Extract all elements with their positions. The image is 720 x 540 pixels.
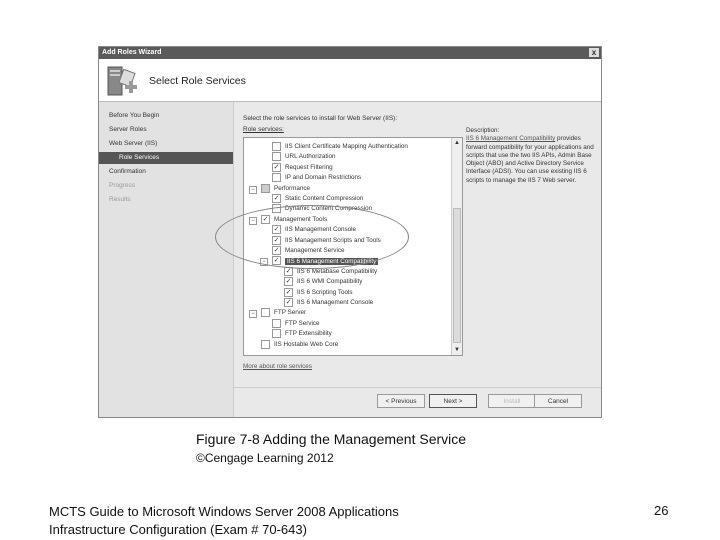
tree-item-label: IIS 6 Metabase Compatibility <box>297 267 378 275</box>
previous-button[interactable]: < Previous <box>377 394 425 408</box>
divider <box>233 387 601 388</box>
checkbox[interactable] <box>261 184 270 193</box>
slide-footer <box>49 503 399 539</box>
checkbox[interactable]: ✓ <box>273 195 280 202</box>
step-confirmation[interactable]: Confirmation <box>109 168 146 175</box>
tree-item[interactable] <box>272 152 336 162</box>
description-link[interactable]: IIS 6 Management Compatibility <box>466 135 556 143</box>
tree-item[interactable] <box>261 340 338 350</box>
tree-item-label: IIS Client Certificate Mapping Authentication <box>285 143 408 151</box>
tree-item-label: IIS 6 Scripting Tools <box>297 288 353 296</box>
tree-item-label: IIS 6 Management Console <box>297 299 374 307</box>
server-roles-icon <box>105 65 139 97</box>
checkbox[interactable]: ✓ <box>285 267 292 275</box>
footer-line-2: Infrastructure Configuration (Exam # 70-643) <box>49 522 307 537</box>
close-button[interactable]: x <box>589 48 599 57</box>
tree-item-label: IIS 6 Management Compatibility <box>287 257 377 265</box>
checkbox[interactable]: ✓ <box>285 288 292 296</box>
checkbox[interactable]: ✓ <box>285 278 292 286</box>
vertical-scrollbar[interactable] <box>451 138 462 355</box>
checkbox[interactable]: ✓ <box>273 226 280 234</box>
tree-item-label: FTP Service <box>285 319 320 327</box>
tree-item[interactable] <box>272 319 320 329</box>
tree-item-label: Management Tools <box>274 215 328 223</box>
step-before-you-begin[interactable]: Before You Begin <box>109 112 160 119</box>
collapse-icon[interactable]: − <box>249 310 257 318</box>
tree-item[interactable] <box>272 329 332 339</box>
step-results: Results <box>109 196 131 203</box>
tree-item-label: FTP Extensibility <box>285 330 332 338</box>
scroll-down-icon[interactable]: ▼ <box>454 347 460 353</box>
checkbox[interactable]: ✓ <box>273 257 280 265</box>
next-button[interactable]: Next > <box>429 394 477 408</box>
tree-item[interactable] <box>251 308 307 318</box>
step-web-server[interactable]: Web Server (IIS) <box>109 140 158 147</box>
checkbox[interactable]: ✓ <box>273 247 280 254</box>
role-services-label: Role services: <box>243 126 284 133</box>
tree-item[interactable] <box>272 163 333 173</box>
figure-caption: Figure 7-8 Adding the Management Service <box>196 431 467 447</box>
wizard-steps <box>99 102 234 417</box>
description-text: provides forward compatibility for your applications and scripts that use the two IIS APIs, Admin Base Object (ABO) and Active Directory Service Interface (ADSI). You can use existing IIS 6 scripts to manage the IIS 7 Web server. <box>466 135 594 184</box>
tree-item-label: IIS 6 WMI Compatibility <box>297 278 363 286</box>
dialog-title: Add Roles Wizard <box>102 49 162 56</box>
install-button: Install <box>488 394 536 408</box>
checkbox[interactable]: ✓ <box>273 163 280 171</box>
tree-item-label: URL Authorization <box>285 153 336 161</box>
tree-item-label: Management Service <box>285 247 345 255</box>
tree-item[interactable] <box>284 277 362 287</box>
tree-item[interactable] <box>251 184 311 194</box>
tree-item-label: FTP Server <box>274 309 307 317</box>
description-heading: Description: <box>466 127 500 134</box>
tree-item-label: IP and Domain Restrictions <box>285 174 362 182</box>
scroll-up-icon[interactable]: ▲ <box>454 140 460 146</box>
description-panel <box>466 127 596 185</box>
tree-item[interactable] <box>272 173 361 183</box>
cancel-button[interactable]: Cancel <box>534 394 582 408</box>
collapse-icon[interactable]: − <box>249 186 257 194</box>
wizard-header <box>99 59 601 102</box>
checkbox[interactable] <box>272 319 281 328</box>
checkbox[interactable] <box>261 340 270 349</box>
step-role-services[interactable]: Role Services <box>99 152 233 164</box>
highlight-ellipse <box>215 205 409 269</box>
copyright: ©Cengage Learning 2012 <box>196 451 334 465</box>
page-heading: Select Role Services <box>149 75 246 87</box>
checkbox[interactable]: ✓ <box>262 215 269 223</box>
footer-line-1: MCTS Guide to Microsoft Windows Server 2008 Applications <box>49 504 399 519</box>
tree-item-label: Dynamic Content Compression <box>285 205 373 213</box>
tree-item-label: IIS Hostable Web Core <box>274 340 339 348</box>
tree-item-label: IIS Management Scripts and Tools <box>285 236 381 244</box>
checkbox[interactable] <box>272 142 281 151</box>
checkbox[interactable] <box>272 173 281 182</box>
more-about-role-services-link[interactable]: More about role services <box>243 363 312 370</box>
checkbox[interactable] <box>261 308 270 317</box>
tree-item[interactable] <box>272 142 408 152</box>
checkbox[interactable] <box>272 152 281 161</box>
checkbox[interactable]: ✓ <box>273 236 280 244</box>
tree-item-label: Request Filtering <box>285 163 333 171</box>
tree-item[interactable] <box>284 288 353 298</box>
instruction-text: Select the role services to install for Web Server (IIS): <box>243 115 398 122</box>
collapse-icon[interactable]: − <box>260 258 268 266</box>
scroll-thumb[interactable] <box>453 208 461 343</box>
page-number: 26 <box>654 503 669 518</box>
collapse-icon[interactable]: − <box>249 217 257 225</box>
tree-item[interactable] <box>284 298 373 308</box>
step-server-roles[interactable]: Server Roles <box>109 126 147 133</box>
checkbox[interactable]: ✓ <box>285 299 292 306</box>
tree-item-label: Performance <box>274 184 311 192</box>
tree-item-label: IIS Management Console <box>285 226 357 234</box>
tree-item[interactable] <box>272 194 363 204</box>
step-progress: Progress <box>109 182 136 189</box>
title-bar <box>99 47 601 59</box>
checkbox[interactable] <box>272 329 281 338</box>
tree-item-label: Static Content Compression <box>285 195 364 203</box>
